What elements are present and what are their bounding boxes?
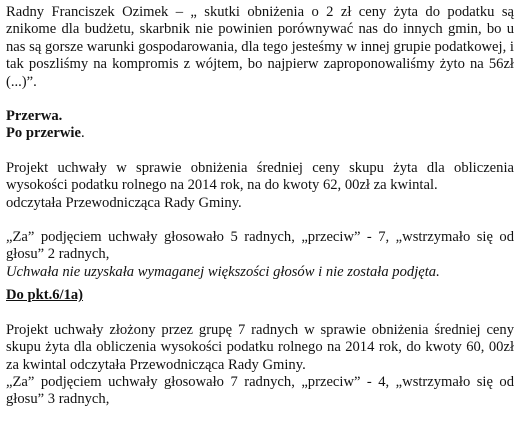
project-2-paragraph: Projekt uchwały złożony przez grupę 7 radnych w sprawie obniżenia średniej ceny skupu żyta dla obliczenia wysokości podatku rolnego na 2014 rok, do kwoty 60, 00zł za kwintal odczytała Przewodnicząca Rady Gminy. (6, 321, 514, 373)
after-break-dot: . (80, 125, 85, 142)
document-page (6, 4, 514, 409)
project-1-paragraph: Projekt uchwały w sprawie obniżenia średniej ceny skupu żyta dla obliczenia wysokości podatku rolnego na 2014 rok, na do kwoty 62, 00zł za kwintal. (6, 159, 514, 194)
after-break-heading: Po przerwie (6, 125, 81, 142)
after-break-line (6, 125, 514, 142)
break-heading: Przerwa. (6, 108, 63, 125)
vote-1-result-paragraph: „Za” podjęciem uchwały głosowało 5 radnych, „przeciw” - 7, „wstrzymało się od głosu” 2 radnych, (6, 229, 514, 263)
project-1-read-by: odczytała Przewodnicząca Rady Gminy. (6, 194, 242, 211)
vote-2-result-paragraph: „Za” podjęciem uchwały głosowało 7 radnych, „przeciw” - 4, „wstrzymało się od głosu” 3 radnych, (6, 373, 514, 408)
section-heading-6-1a: Do pkt.6/1a) (6, 287, 84, 304)
councillor-statement-paragraph: Radny Franciszek Ozimek – „ skutki obniżenia o 2 zł ceny żyta do podatku są znikome dla budżetu, skarbnik nie powinien porównywać nas do innych gmin, bo u nas są gorsze warunki gospodarowania, dla tego jesteśmy w innej grupie podatkowej, i tak poszliśmy na kompromis z wójtem, bo najpierw zaproponowaliśmy żyto na 56zł (...)”. (6, 4, 514, 90)
vote-1-outcome: Uchwała nie uzyskała wymaganej większości głosów i nie została podjęta. (6, 263, 440, 280)
